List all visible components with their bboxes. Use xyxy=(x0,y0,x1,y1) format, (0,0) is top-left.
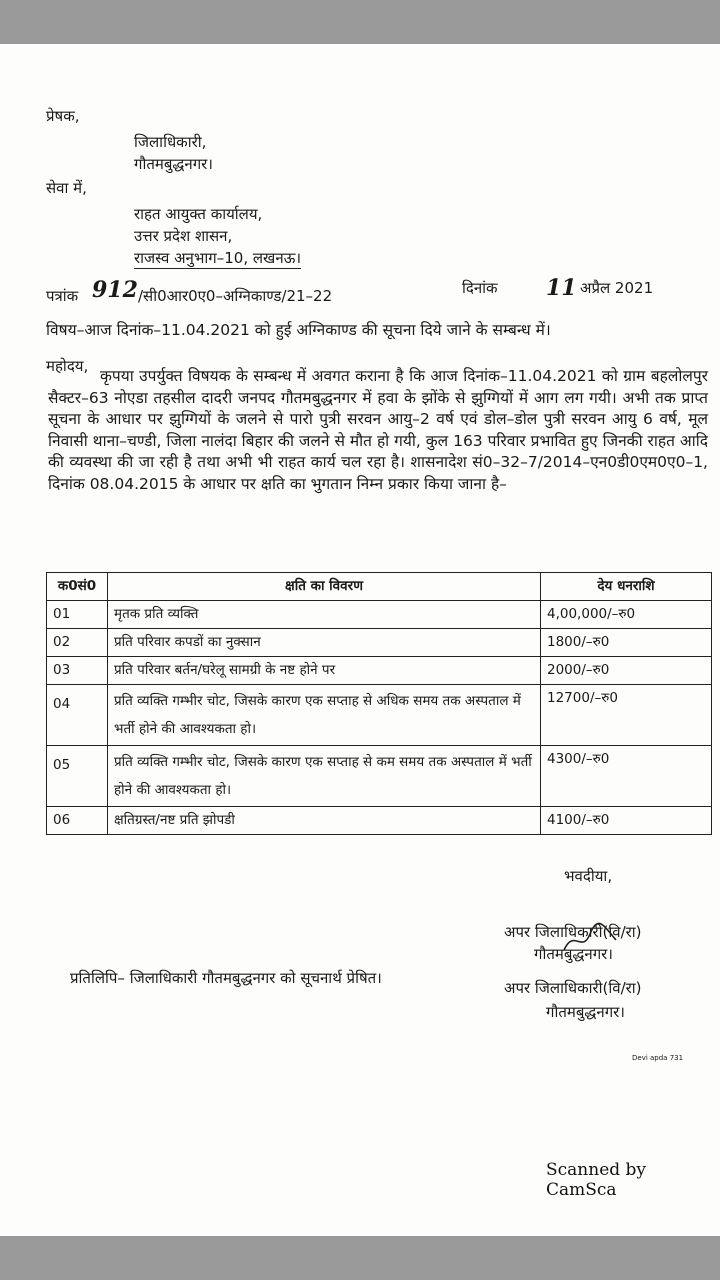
row-serial: 06 xyxy=(47,807,108,835)
row-description: क्षतिग्रस्त/नष्ट प्रति झोपडी xyxy=(108,807,541,835)
top-bar xyxy=(0,0,720,44)
closing-regards: भवदीया, xyxy=(564,867,613,885)
row-serial: 04 xyxy=(47,685,108,746)
document-page xyxy=(0,44,720,1236)
compensation-table xyxy=(46,572,712,835)
row-amount: 12700/–रु0 xyxy=(541,685,712,746)
row-amount: 4100/–रु0 xyxy=(541,807,712,835)
sender-line-1: जिलाधिकारी, xyxy=(134,133,207,151)
table-row xyxy=(47,601,712,629)
recipient-line-3: राजस्व अनुभाग–10, लखनऊ। xyxy=(134,249,302,267)
recipient-label: सेवा में, xyxy=(46,179,87,197)
row-description: मृतक प्रति व्यक्ति xyxy=(108,601,541,629)
handwritten-date-day: 11 xyxy=(546,275,577,301)
header-amount: देय धनराशि xyxy=(541,573,712,601)
subject-line: विषय–आज दिनांक–11.04.2021 को हुई अग्निकाण्ड की सूचना दिये जाने के सम्बन्ध में। xyxy=(46,321,551,339)
reference-label: पत्रांक xyxy=(46,287,79,305)
handwritten-letter-number: 912 xyxy=(92,277,138,303)
table-row xyxy=(47,746,712,807)
header-description: क्षति का विवरण xyxy=(108,573,541,601)
table-header-row xyxy=(47,573,712,601)
signature-scribble xyxy=(560,920,620,960)
row-serial: 02 xyxy=(47,629,108,657)
table-row xyxy=(47,629,712,657)
row-description: प्रति व्यक्ति गम्भीर चोट, जिसके कारण एक सप्ताह से कम समय तक अस्पताल में भर्ती होने की आवश्यकता हो। xyxy=(108,746,541,807)
recipient-line-1: राहत आयुक्त कार्यालय, xyxy=(134,205,263,223)
footer-code: Devi apda 731 xyxy=(632,1054,684,1062)
copy-signatory-place: गौतमबुद्धनगर। xyxy=(546,1003,625,1021)
row-description: प्रति परिवार कपडों का नुक्सान xyxy=(108,629,541,657)
date-month-year: अप्रैल 2021 xyxy=(580,279,654,297)
signatory-title: अपर जिलाधिकारी(वि/रा) xyxy=(504,923,642,941)
row-amount: 4,00,000/–रु0 xyxy=(541,601,712,629)
salutation: महोदय, xyxy=(46,357,89,375)
body-paragraph xyxy=(48,366,708,495)
row-serial: 05 xyxy=(47,746,108,807)
row-description: प्रति व्यक्ति गम्भीर चोट, जिसके कारण एक सप्ताह से अधिक समय तक अस्पताल में भर्ती होने की आवश्यकता हो। xyxy=(108,685,541,746)
body-text: कृपया उपर्युक्त विषयक के सम्बन्ध में अवगत कराना है कि आज दिनांक–11.04.2021 को ग्राम बहलोलपुर सैक्टर–63 नोएडा तहसील दादरी जनपद गौतमबुद्धनगर में हवा के झोंके से झुग्गियों में आग लग गयी। अभी तक प्राप्त सूचना के आधार पर झुग्गियों के जलने से पारो पुत्री सरवन आयु–2 वर्ष एवं डोल–डोल पुत्री सरवन आयु 6 वर्ष, मूल निवासी थाना–चण्डी, जिला नालंदा बिहार की जलने से मौत हो गयी, कुल 163 परिवार प्रभावित हुए जिनकी राहत आदि की व्यवस्था की जा रही है तथा अभी भी राहत कार्य चल रहा है। शासनादेश सं0–32–7/2014–एन0डी0एम0ए0–1, दिनांक 08.04.2015 के आधार पर क्षति का भुगतान निम्न प्रकार किया जाना है– xyxy=(48,367,708,493)
row-description: प्रति परिवार बर्तन/घरेलू सामग्री के नष्ट होने पर xyxy=(108,657,541,685)
date-label: दिनांक xyxy=(462,279,498,297)
table-row xyxy=(47,657,712,685)
table-row xyxy=(47,807,712,835)
copy-signatory-title: अपर जिलाधिकारी(वि/रा) xyxy=(504,979,642,997)
recipient-line-2: उत्तर प्रदेश शासन, xyxy=(134,227,233,245)
row-amount: 2000/–रु0 xyxy=(541,657,712,685)
bottom-bar xyxy=(0,1236,720,1280)
row-amount: 1800/–रु0 xyxy=(541,629,712,657)
row-serial: 01 xyxy=(47,601,108,629)
row-serial: 03 xyxy=(47,657,108,685)
row-amount: 4300/–रु0 xyxy=(541,746,712,807)
reference-code: /सी0आर0ए0–अग्निकाण्ड/21–22 xyxy=(138,287,333,305)
table-row xyxy=(47,685,712,746)
scanner-watermark: Scanned by CamSca xyxy=(546,1160,647,1200)
sender-line-2: गौतमबुद्धनगर। xyxy=(134,155,213,173)
signatory-place: गौतमबुद्धनगर। xyxy=(534,945,613,963)
header-serial: क0सं0 xyxy=(47,573,108,601)
sender-label: प्रेषक, xyxy=(46,107,80,125)
copy-to-text: प्रतिलिपि– जिलाधिकारी गौतमबुद्धनगर को सूचनार्थ प्रेषित। xyxy=(70,969,382,987)
